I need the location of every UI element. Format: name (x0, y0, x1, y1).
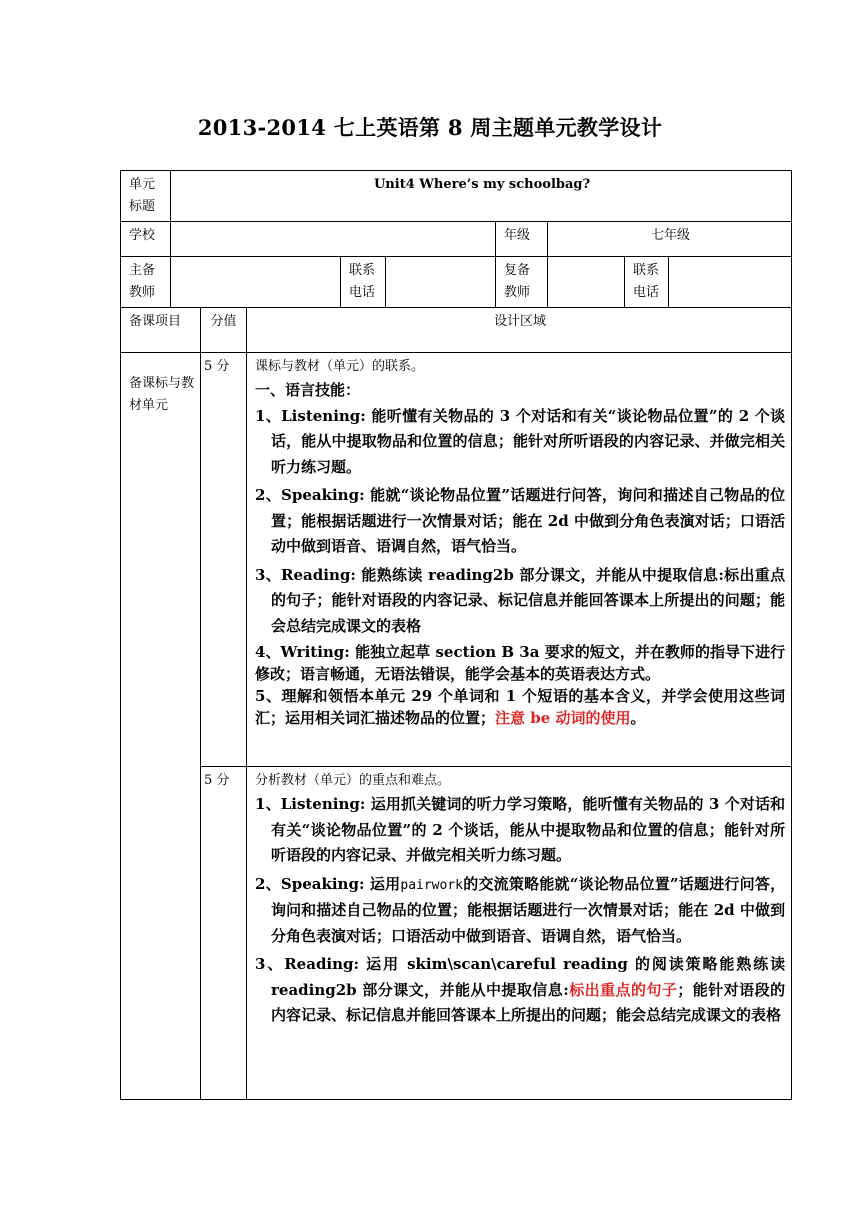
main-teacher-label: 主备教师 (121, 257, 171, 308)
section-1-item-writing: 4、Writing: 能独立起草 section B 3a 要求的短文，并在教师的指导下进行修改；语言畅通，无语法错误，能学会基本的英语表达方式。 (255, 643, 786, 683)
vocab-text: 5、理解和领悟本单元 29 个单词和 1 个短语的基本含义，并学会使用这些词汇；运用相关词汇描述物品的位置； (255, 687, 786, 727)
section-2-item-speaking (255, 872, 785, 950)
column-score-header: 分值 (201, 308, 247, 353)
document-title: 2013-2014 七上英语第 8 周主题单元教学设计 (197, 115, 663, 140)
speaking-pre: 2、Speaking: 运用 (255, 874, 401, 893)
row-unit-title (121, 171, 792, 222)
section-1-item-reading: 3、Reading: 能熟练读 reading2b 部分课文，并能从中提取信息:标出重点的句子；能针对语段的内容记录、标记信息并能回答课本上所提出的问题；能会总结完成课文的表格 (255, 565, 786, 635)
section-2-lead: 分析教材（单元）的重点和难点。 (255, 773, 451, 788)
reading-highlight: 标出重点的句子 (568, 980, 678, 999)
contact2-value[interactable] (669, 257, 792, 308)
row-teachers (121, 257, 792, 308)
vocab-end: 。 (630, 708, 646, 727)
section-1-label: 备课标与教材单元 (121, 353, 201, 1100)
speaking-pairwork: pairwork (400, 877, 463, 893)
section-1-heading: 一、语言技能： (255, 381, 361, 399)
column-design-header: 设计区域 (247, 308, 792, 353)
main-teacher-value[interactable] (171, 257, 341, 308)
row-section-2 (121, 767, 792, 1100)
reading-post: ；能针对语段的内容记录、标记信息并能回答课本上所提出的问题；能会总结完成课文的表格 (271, 980, 786, 1024)
section-1-item-vocabulary (255, 686, 785, 729)
review-teacher-value[interactable] (548, 257, 625, 308)
section-2-item-reading (255, 952, 785, 1029)
section-2-score: 5 分 (201, 767, 247, 1100)
school-value[interactable] (171, 222, 496, 257)
column-item-header: 备课项目 (121, 308, 201, 353)
lesson-design-table (120, 170, 792, 1100)
section-1-content (247, 353, 792, 767)
row-column-headers (121, 308, 792, 353)
school-label: 学校 (121, 222, 171, 257)
speaking-post: 的交流策略能就“谈论物品位置”话题进行问答，询问和描述自己物品的位置；能根据话题进行一次情景对话；能在 2d 中做到分角色表演对话；口语活动中做到语音、语调自然，语气恰当。 (271, 874, 786, 945)
section-2-content (247, 767, 792, 1100)
section-1-score: 5 分 (201, 353, 247, 767)
grade-value: 七年级 (548, 222, 792, 257)
vocab-highlight: 注意 be 动词的使用 (495, 708, 631, 727)
grade-label: 年级 (496, 222, 548, 257)
row-school (121, 222, 792, 257)
contact-value[interactable] (386, 257, 496, 308)
review-teacher-label: 复备教师 (496, 257, 548, 308)
row-section-1 (121, 353, 792, 767)
contact2-label: 联系电话 (625, 257, 669, 308)
unit-label: 单元标题 (121, 171, 171, 222)
contact-label: 联系电话 (341, 257, 386, 308)
section-1-item-listening: 1、Listening: 能听懂有关物品的 3 个对话和有关“谈论物品位置”的 2 个谈话，能从中提取物品和位置的信息；能针对所听语段的内容记录、并做完相关听力练习题。 (255, 406, 786, 476)
unit-title: Unit4 Where’s my schoolbag? (171, 171, 792, 222)
section-1-lead: 课标与教材（单元）的联系。 (255, 359, 425, 374)
section-1-item-speaking: 2、Speaking: 能就“谈论物品位置”话题进行问答，询问和描述自己物品的位置；能根据话题进行一次情景对话；能在 2d 中做到分角色表演对话；口语活动中做到语音、语调自然，语气恰当。 (255, 486, 786, 555)
reading-pre: 3、Reading: 运用 skim\scan\careful reading 的阅读策略能熟练读 reading2b 部分课文，并能从中提取信息: (255, 955, 786, 999)
section-2-item-listening: 1、Listening: 运用抓关键词的听力学习策略，能听懂有关物品的 3 个对话和有关“谈论物品位置”的 2 个谈话，能从中提取物品和位置的信息；能针对所听语段的内容记录、并做完相关听力练习题。 (255, 795, 786, 864)
